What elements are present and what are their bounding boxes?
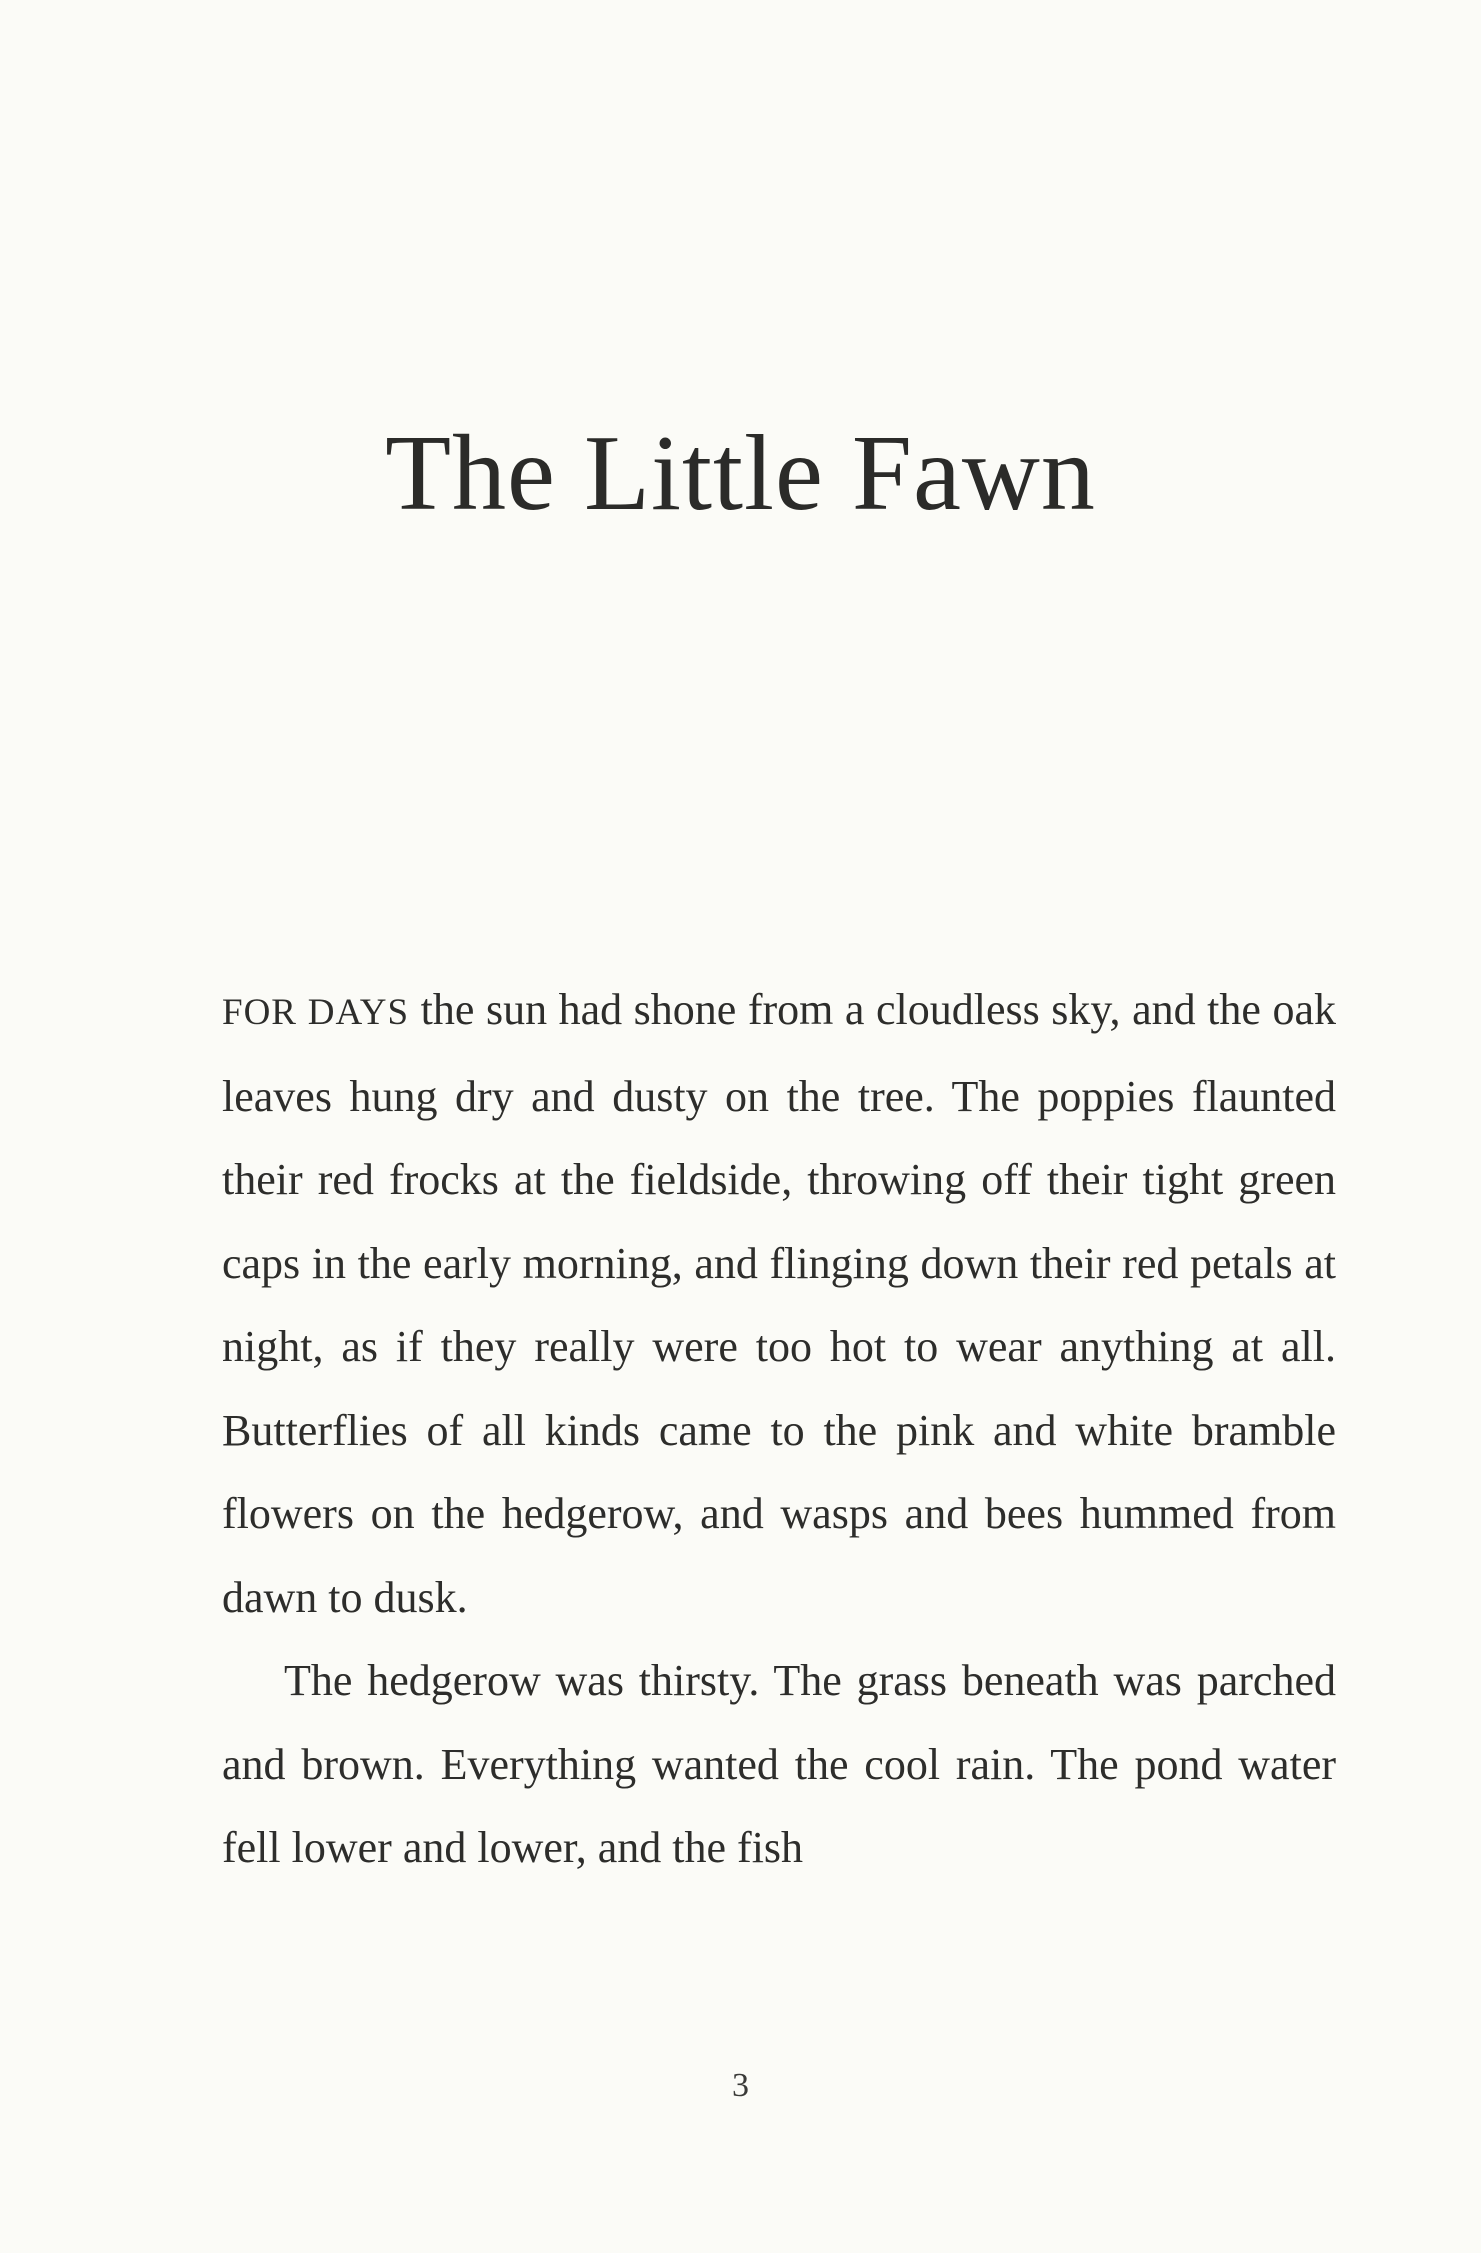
- paragraph-lead-smallcaps: FOR DAYS: [222, 992, 410, 1033]
- page-number: 3: [732, 2067, 749, 2104]
- paragraph-2: The hedgerow was thirsty. The grass beneath was parched and brown. Everything wanted the cool rain. The pond water fell lower and lower, and the fish: [222, 1656, 1336, 1872]
- paragraph-1-text: the sun had shone from a cloudless sky, and the oak leaves hung dry and dusty on the tree. The poppies flaunted their red frocks at the fieldside, throwing off their tight green caps in the early morning, and flinging down their red petals at night, as if they really were too hot to wear anything at all. Butterflies of all kinds came to the pink and white bramble flowers on the hedgerow, and wasps and bees hummed from dawn to dusk.: [222, 985, 1336, 1622]
- body-text: [222, 968, 1336, 1890]
- paragraph-1: [222, 968, 1336, 1639]
- chapter-title: The Little Fawn: [385, 414, 1096, 533]
